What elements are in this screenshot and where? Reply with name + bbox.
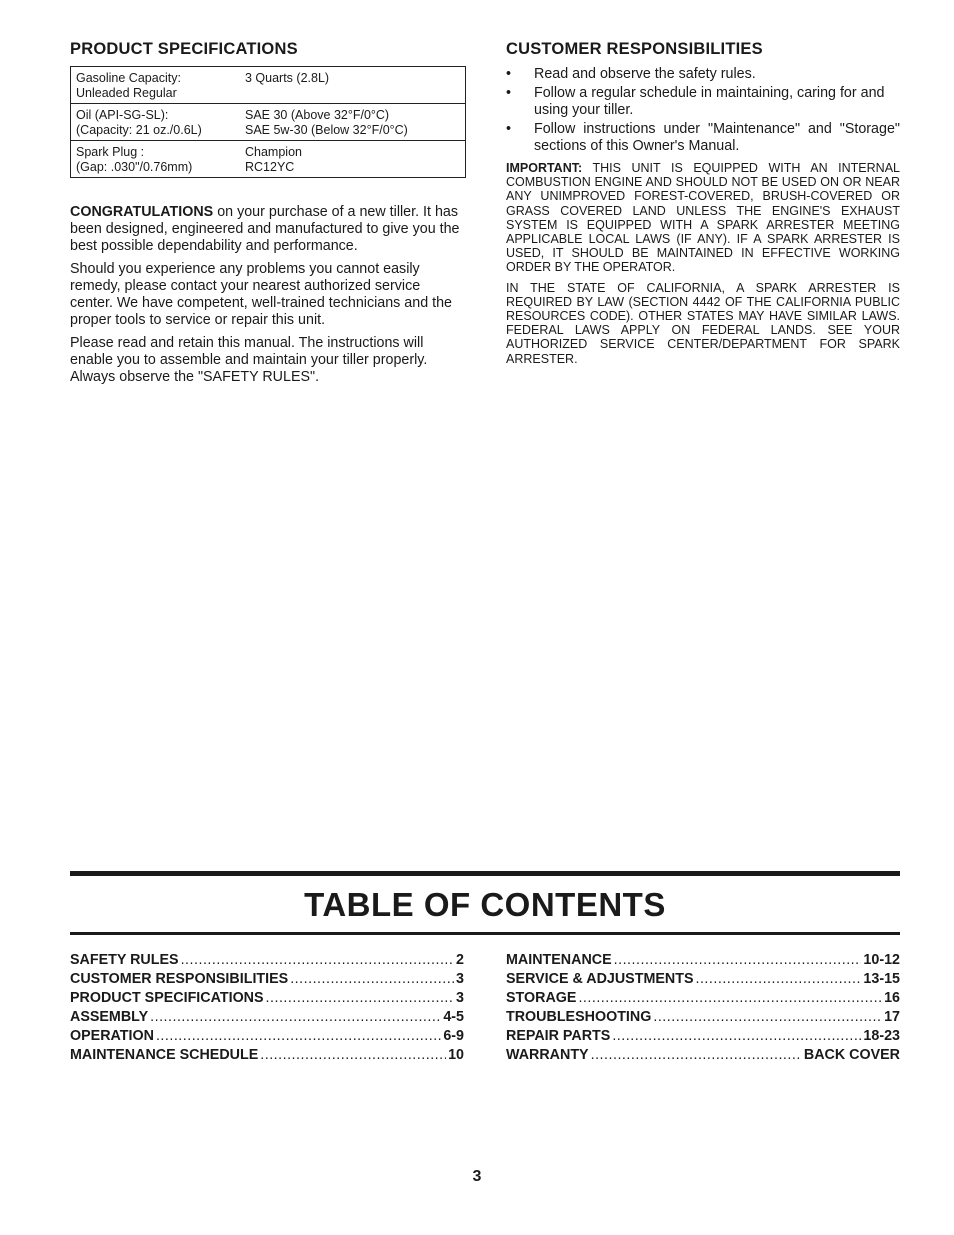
toc-leader xyxy=(181,951,454,970)
toc-entry-label: STORAGE xyxy=(506,990,577,1006)
toc-leader xyxy=(612,1027,861,1046)
spec-value xyxy=(240,104,466,141)
toc-entry-label: OPERATION xyxy=(70,1028,154,1044)
toc-entry[interactable] xyxy=(506,1008,900,1027)
toc-entry-page: 3 xyxy=(456,971,464,987)
spec-key-line2: (Capacity: 21 oz./0.6L) xyxy=(76,122,202,137)
toc-entry-label: WARRANTY xyxy=(506,1047,589,1063)
toc-leader xyxy=(290,970,454,989)
toc-entry-label: REPAIR PARTS xyxy=(506,1028,611,1044)
toc-right-column xyxy=(506,951,900,1065)
spec-key-line1: Oil (API-SG-SL): xyxy=(76,108,169,122)
toc-entry-label: MAINTENANCE xyxy=(506,952,612,968)
toc-entry-label: TROUBLESHOOTING xyxy=(506,1009,652,1025)
toc-leader xyxy=(578,989,882,1008)
bullet-icon: • xyxy=(506,121,512,137)
toc-entry-page: 18-23 xyxy=(863,1028,900,1044)
spec-value xyxy=(240,67,466,104)
important-label: IMPORTANT: xyxy=(506,161,583,175)
table-row xyxy=(71,67,466,104)
retain-manual-paragraph: Please read and retain this manual. The instructions will enable you to assemble and maintain your tiller properly. Always observe the "SAFETY RULES". xyxy=(70,335,428,385)
responsibilities-list xyxy=(506,66,900,155)
right-column xyxy=(506,40,900,372)
spec-key xyxy=(71,104,241,141)
list-item xyxy=(506,121,900,155)
toc-entry-page: 10 xyxy=(448,1047,464,1063)
list-item xyxy=(506,85,900,119)
table-row xyxy=(71,141,466,178)
toc-entry-label: SAFETY RULES xyxy=(70,952,179,968)
spec-key xyxy=(71,141,241,178)
specifications-table xyxy=(70,66,466,178)
toc-leader xyxy=(260,1046,446,1065)
toc-entry-page: 13-15 xyxy=(863,971,900,987)
toc-entry[interactable] xyxy=(70,1046,464,1065)
toc-entry[interactable] xyxy=(70,1027,464,1046)
toc-left-column xyxy=(70,951,464,1065)
important-notice xyxy=(506,161,900,275)
toc-entry-label: PRODUCT SPECIFICATIONS xyxy=(70,990,264,1006)
bullet-icon: • xyxy=(506,85,512,101)
spec-key-line1: Spark Plug : xyxy=(76,145,145,159)
bullet-icon: • xyxy=(506,66,512,82)
toc-leader xyxy=(156,1027,441,1046)
congratulations-paragraph xyxy=(70,204,466,255)
spec-key-line1: Gasoline Capacity: xyxy=(76,71,181,85)
spec-value xyxy=(240,141,466,178)
california-notice: IN THE STATE OF CALIFORNIA, A SPARK ARRESTER IS REQUIRED BY LAW (SECTION 4442 OF THE CALIFORNIA PUBLIC RESOURCES CODE). OTHER STATES MAY HAVE SIMILAR LAWS. FEDERAL LAWS APPLY ON FEDERAL LANDS. SEE YOUR AUTHORIZED SERVICE CENTER/DEPARTMENT FOR SPARK ARRESTER. xyxy=(506,280,900,366)
toc-entry[interactable] xyxy=(506,970,900,989)
toc-entry[interactable] xyxy=(70,951,464,970)
toc-entry-page: 10-12 xyxy=(863,952,900,968)
toc-entry[interactable] xyxy=(70,989,464,1008)
spec-key-line2: Unleaded Regular xyxy=(76,85,177,100)
toc-entry-page: 16 xyxy=(884,990,900,1006)
toc-leader xyxy=(614,951,862,970)
spec-value-line2: RC12YC xyxy=(245,159,295,174)
toc-entry[interactable] xyxy=(506,1046,900,1065)
toc-entry-page: 6-9 xyxy=(443,1028,464,1044)
spec-value-line1: SAE 30 (Above 32°F/0°C) xyxy=(245,108,390,122)
spec-key-line2: (Gap: .030"/0.76mm) xyxy=(76,159,193,174)
page-number: 3 xyxy=(472,1168,482,1185)
toc-entry[interactable] xyxy=(70,1008,464,1027)
spec-value-line1: 3 Quarts (2.8L) xyxy=(245,71,330,85)
toc-entry-page: 4-5 xyxy=(443,1009,464,1025)
toc-entry-page: BACK COVER xyxy=(803,1047,900,1063)
congratulations-text: on your purchase of a new tiller. It has been designed, engineered and manufactured to give you the best possible dependability and performance. xyxy=(70,204,460,254)
toc-title: TABLE OF CONTENTS xyxy=(304,886,666,923)
list-item-text: Follow instructions under "Maintenance" and "Storage" sections of this Owner's Manual. xyxy=(534,121,900,154)
list-item xyxy=(506,66,900,83)
service-paragraph: Should you experience any problems you cannot easily remedy, please contact your nearest authorized service center. We have competent, well-trained technicians and the proper tools to service or repair this unit. xyxy=(70,261,453,328)
spec-value-line1: Champion xyxy=(245,145,302,159)
toc-leader xyxy=(150,1008,441,1027)
toc-entry[interactable] xyxy=(506,1027,900,1046)
table-row xyxy=(71,104,466,141)
toc-entry-label: ASSEMBLY xyxy=(70,1009,149,1025)
toc-leader xyxy=(266,989,455,1008)
toc-leader xyxy=(653,1008,882,1027)
toc-entry-page: 17 xyxy=(884,1009,900,1025)
toc-entry-label: SERVICE & ADJUSTMENTS xyxy=(506,971,694,987)
important-text: THIS UNIT IS EQUIPPED WITH AN INTERNAL COMBUSTION ENGINE AND SHOULD NOT BE USED ON OR NEAR ANY UNIMPROVED FOREST-COVERED, BRUSH-COVERED OR GRASS COVERED LAND UNLESS THE ENGINE'S EXHAUST SYSTEM IS EQUIPPED WITH A SPARK ARRESTER MEETING APPLICABLE LOCAL LAWS (IF ANY). IF A SPARK ARRESTER IS USED, IT SHOULD BE MAINTAINED IN EFFECTIVE WORKING ORDER BY THE OPERATOR. xyxy=(506,161,900,275)
table-of-contents xyxy=(70,871,900,1063)
divider xyxy=(70,871,900,876)
list-item-text: Read and observe the safety rules. xyxy=(534,66,756,82)
left-column xyxy=(70,40,466,392)
toc-entry[interactable] xyxy=(506,951,900,970)
toc-entry-label: MAINTENANCE SCHEDULE xyxy=(70,1047,259,1063)
toc-entry-page: 3 xyxy=(456,990,464,1006)
toc-leader xyxy=(591,1046,802,1065)
toc-entry-page: 2 xyxy=(456,952,464,968)
customer-responsibilities-heading: CUSTOMER RESPONSIBILITIES xyxy=(506,40,763,58)
divider xyxy=(70,932,900,935)
product-specifications-heading: PRODUCT SPECIFICATIONS xyxy=(70,40,298,58)
toc-entry[interactable] xyxy=(506,989,900,1008)
spec-key xyxy=(71,67,241,104)
congratulations-label: CONGRATULATIONS xyxy=(70,204,214,220)
toc-entry-label: CUSTOMER RESPONSIBILITIES xyxy=(70,971,289,987)
list-item-text: Follow a regular schedule in maintaining, caring for and using your tiller. xyxy=(534,85,885,118)
toc-leader xyxy=(695,970,861,989)
toc-entry[interactable] xyxy=(70,970,464,989)
spec-value-line2: SAE 5w-30 (Below 32°F/0°C) xyxy=(245,122,408,137)
